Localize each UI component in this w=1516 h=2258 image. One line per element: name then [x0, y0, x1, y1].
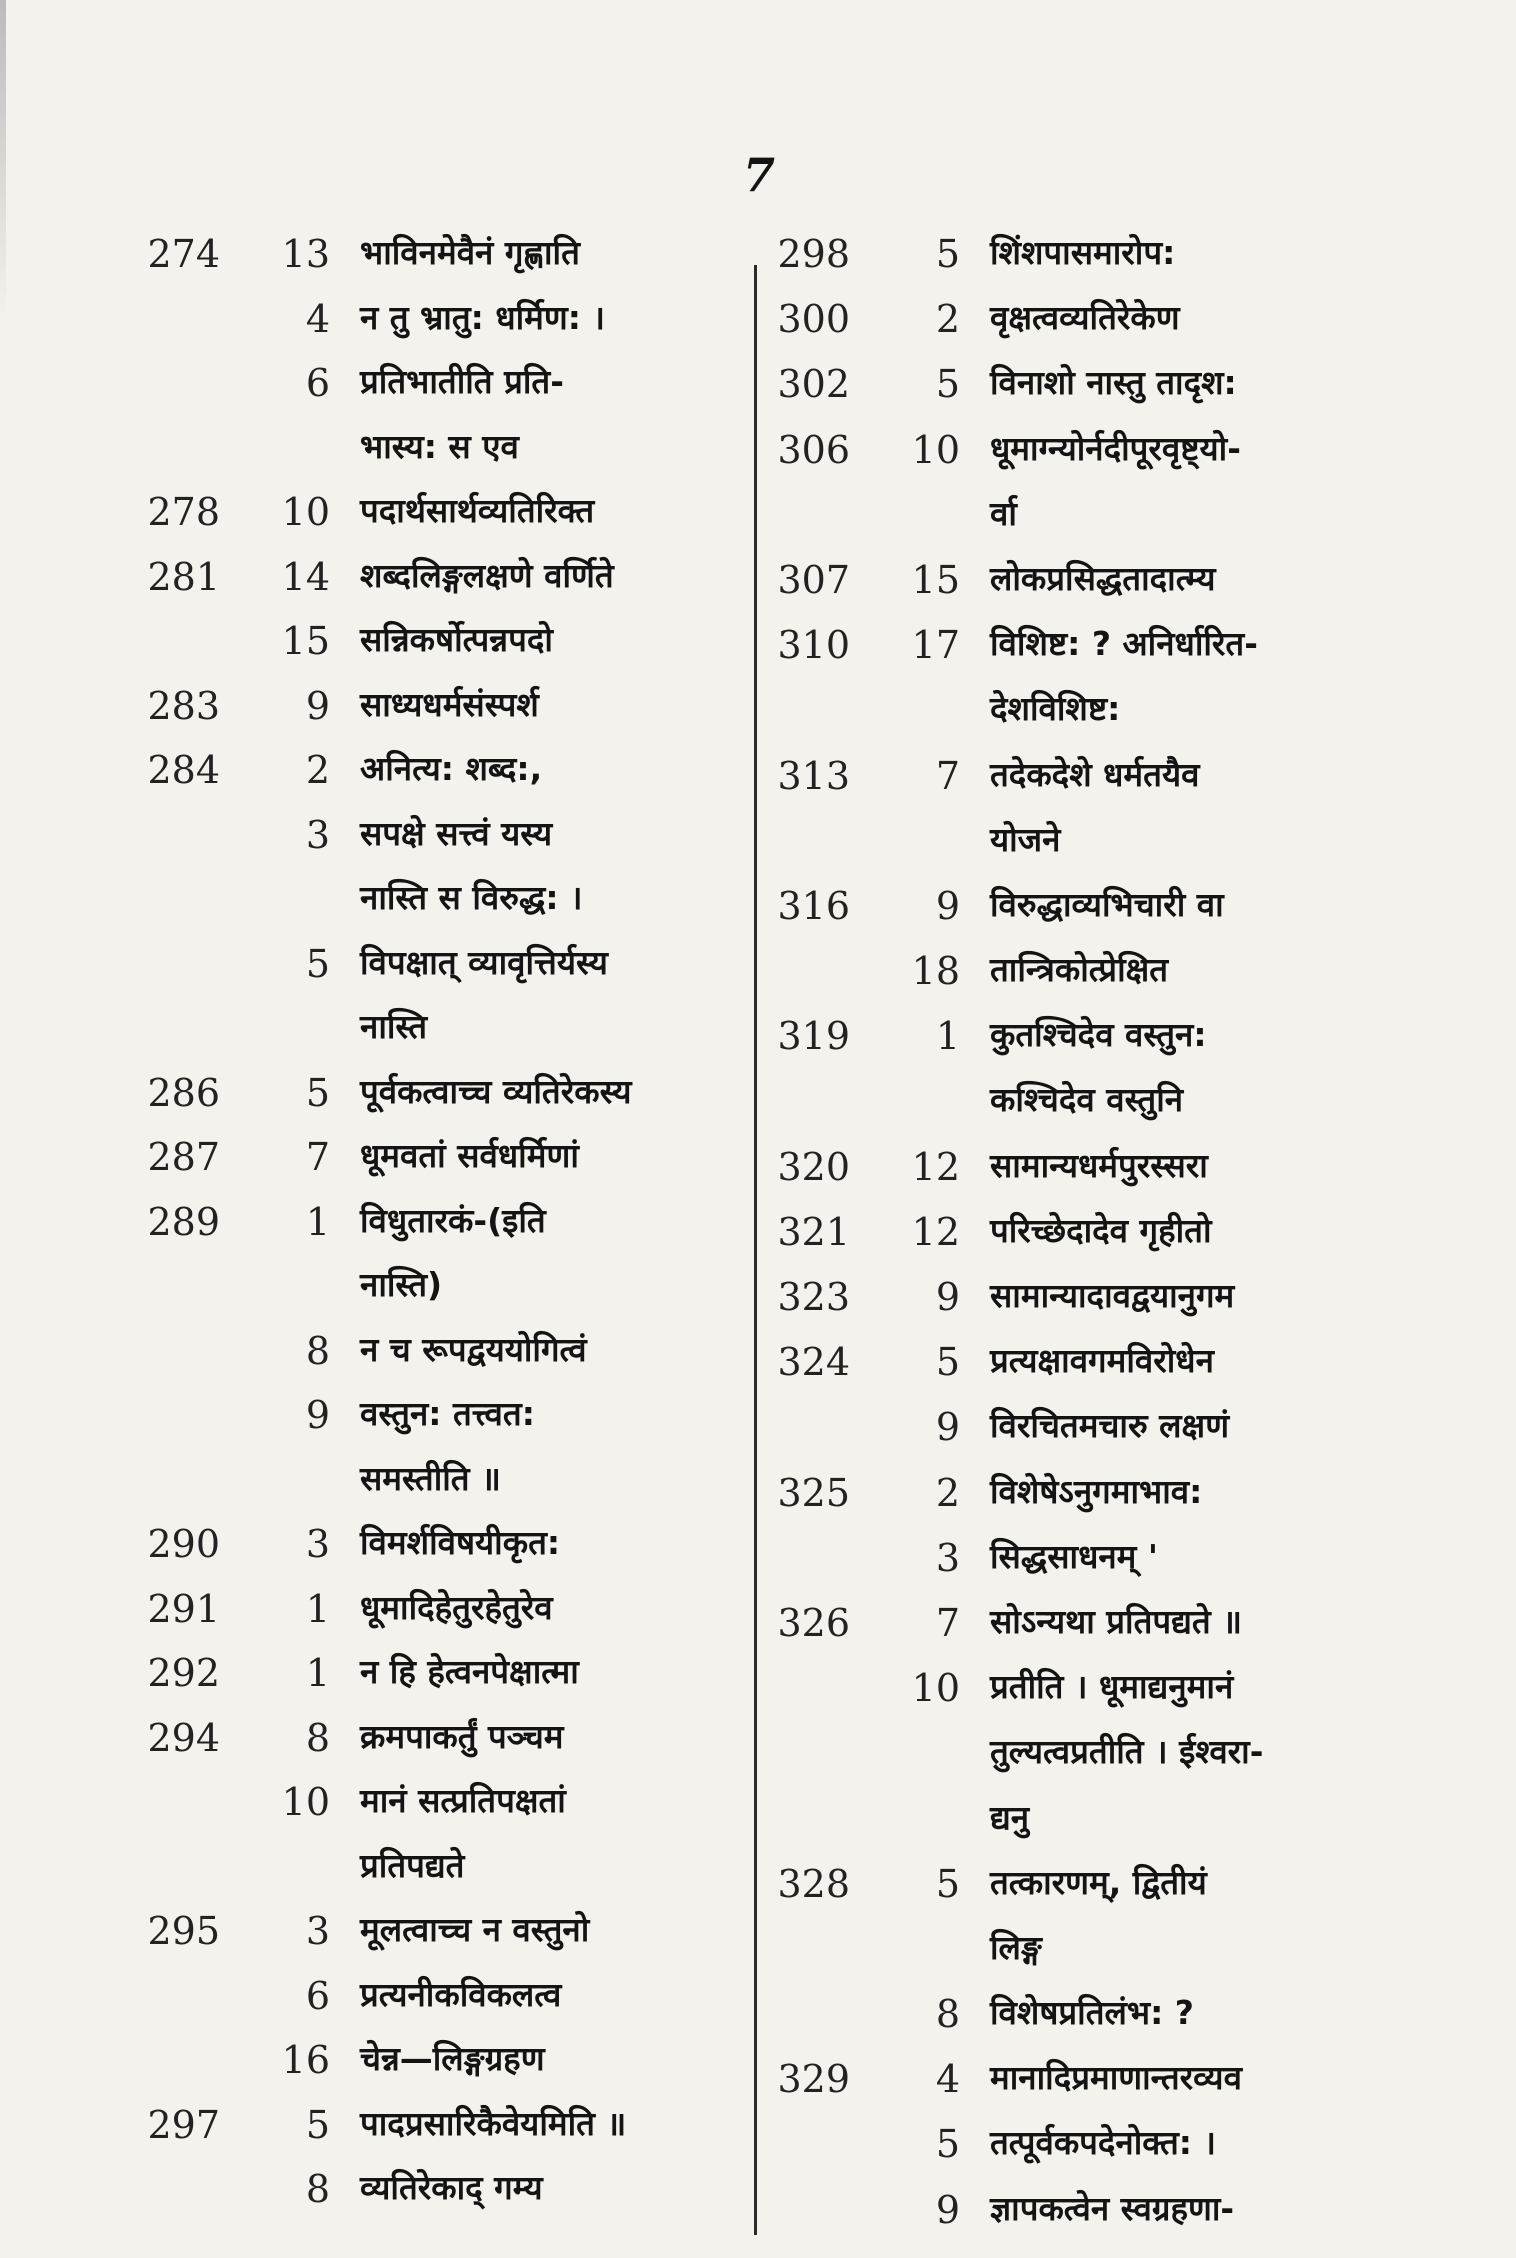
correction-text: लिङ्ग — [990, 1927, 1042, 1967]
errata-entry — [110, 490, 750, 555]
line-ref: 7 — [305, 1135, 330, 1179]
errata-entry — [740, 1145, 1440, 1210]
errata-entry — [110, 1522, 750, 1587]
errata-entry — [740, 1536, 1440, 1601]
line-ref: 5 — [305, 2102, 330, 2147]
page-ref: 300 — [777, 297, 850, 342]
line-ref: 10 — [911, 427, 960, 472]
errata-entry — [110, 619, 750, 684]
errata-entry — [740, 1471, 1440, 1536]
correction-text: वृक्षत्वव्यतिरेकेण — [990, 298, 1180, 338]
errata-entry — [110, 2103, 750, 2168]
line-ref: 2 — [305, 748, 330, 792]
errata-entry — [740, 623, 1440, 688]
line-ref: 5 — [305, 1070, 330, 1115]
errata-entry — [740, 754, 1440, 819]
errata-entry — [110, 555, 750, 620]
errata-entry — [740, 1340, 1440, 1405]
page-ref: 320 — [777, 1144, 850, 1189]
page-ref: 286 — [147, 1070, 220, 1115]
line-ref: 8 — [305, 2167, 330, 2211]
page-ref: 289 — [147, 1199, 220, 1244]
line-ref: 4 — [935, 2057, 960, 2102]
correction-text: नास्ति — [360, 1007, 428, 1046]
correction-text: विशेषेऽनुगमाभाव: — [990, 1471, 1203, 1511]
errata-entry — [740, 884, 1440, 949]
errata-entry — [110, 1458, 750, 1523]
line-ref: 5 — [935, 1861, 960, 1906]
page-ref: 297 — [147, 2102, 220, 2147]
page-ref: 294 — [147, 1715, 220, 1760]
page-ref: 310 — [777, 623, 850, 668]
left-column — [110, 232, 750, 2232]
page-ref: 316 — [777, 883, 850, 928]
errata-entry — [740, 362, 1440, 427]
correction-text: चेन्न—लिङ्गग्रहण — [360, 2039, 545, 2078]
correction-text: अनित्य: शब्द:, — [360, 749, 543, 788]
line-ref: 9 — [935, 1405, 960, 1450]
correction-text: नास्ति स विरुद्ध: । — [360, 878, 583, 917]
page-ref: 325 — [777, 1470, 850, 1515]
page-ref: 281 — [147, 554, 220, 599]
correction-text: तुल्यत्वप्रतीति । ईश्वरा- — [990, 1732, 1264, 1772]
correction-text: धूमवतां सर्वधर्मिणां — [360, 1136, 579, 1175]
page-ref: 326 — [777, 1600, 850, 1645]
correction-text: साध्यधर्मसंस्पर्श — [360, 684, 539, 724]
page-ref: 306 — [777, 427, 850, 472]
errata-entry — [740, 1862, 1440, 1927]
correction-text: विरचितमचारु लक्षणं — [990, 1406, 1230, 1446]
line-ref: 7 — [935, 1600, 960, 1645]
correction-text: तान्त्रिकोत्प्रेक्षित — [990, 950, 1169, 990]
line-ref: 1 — [305, 1651, 330, 1695]
correction-text: विधुतारकं-(इति — [360, 1200, 546, 1240]
page-ref: 287 — [147, 1135, 220, 1179]
line-ref: 15 — [281, 619, 330, 663]
errata-entry — [740, 819, 1440, 884]
errata-entry — [110, 1200, 750, 1265]
correction-text: पदार्थसार्थव्यतिरिक्त — [360, 491, 595, 530]
correction-text: मूलत्वाच्च न वस्तुनो — [360, 1910, 590, 1949]
line-ref: 5 — [305, 941, 330, 986]
line-ref: 1 — [935, 1014, 960, 1059]
correction-text: सन्निकर्षोत्पन्नपदो — [360, 620, 553, 659]
line-ref: 12 — [911, 1144, 960, 1189]
line-ref: 8 — [305, 1328, 330, 1373]
correction-text: प्रत्यनीकविकलत्व — [360, 1974, 562, 2014]
line-ref: 5 — [935, 1340, 960, 1385]
page-ref: 323 — [777, 1275, 850, 1319]
errata-entry — [740, 558, 1440, 623]
correction-text: प्रतीति । धूमाद्यनुमानं — [990, 1667, 1234, 1707]
page-ref: 295 — [147, 1909, 220, 1953]
scan-edge — [0, 0, 6, 320]
correction-text: सामान्यधर्मपुरस्सरा — [990, 1145, 1208, 1185]
errata-entry — [110, 1780, 750, 1845]
line-ref: 16 — [281, 2038, 330, 2082]
line-ref: 18 — [911, 949, 960, 994]
page-ref: 328 — [777, 1861, 850, 1906]
line-ref: 10 — [281, 1780, 330, 1824]
correction-text: धूमादिहेतुरहेतुरेव — [360, 1587, 553, 1627]
line-ref: 1 — [305, 1199, 330, 1244]
correction-text: पादप्रसारिकैवेयमिति ॥ — [360, 2103, 627, 2143]
correction-text: तत्कारणम्, द्वितीयं — [990, 1862, 1207, 1902]
errata-entry — [110, 1909, 750, 1974]
errata-entry — [740, 1731, 1440, 1796]
page-ref: 324 — [777, 1340, 850, 1385]
page-ref: 290 — [147, 1522, 220, 1566]
errata-entry — [110, 1006, 750, 1071]
correction-text: सिद्धसाधनम् ' — [990, 1536, 1159, 1576]
errata-entry — [110, 1329, 750, 1394]
errata-entry — [110, 748, 750, 813]
line-ref: 3 — [935, 1535, 960, 1580]
page-ref: 283 — [147, 683, 220, 728]
page-ref: 302 — [777, 362, 850, 407]
errata-entry — [110, 1845, 750, 1910]
correction-text: सोऽन्यथा प्रतिपद्यते ॥ — [990, 1601, 1242, 1641]
correction-text: परिच्छेदादेव गृहीतो — [990, 1210, 1212, 1250]
errata-entry — [740, 1927, 1440, 1992]
page-ref: 278 — [147, 490, 220, 534]
page-number: 7 — [743, 148, 776, 202]
correction-text: समस्तीति ॥ — [360, 1458, 501, 1498]
errata-entry — [740, 1275, 1440, 1340]
errata-entry — [110, 232, 750, 297]
page-ref: 313 — [777, 753, 850, 798]
errata-entry — [740, 493, 1440, 558]
page-ref: 307 — [777, 557, 850, 602]
errata-entry — [740, 1601, 1440, 1666]
line-ref: 2 — [935, 297, 960, 342]
correction-text: योजने — [990, 819, 1061, 859]
errata-entry — [740, 1079, 1440, 1144]
errata-entry — [110, 1135, 750, 1200]
line-ref: 5 — [935, 362, 960, 407]
page-ref: 274 — [147, 232, 220, 276]
correction-text: न हि हेत्वनपेक्षात्मा — [360, 1652, 579, 1691]
correction-text: मानं सत्प्रतिपक्षतां — [360, 1781, 566, 1820]
correction-text: द्यनु — [990, 1797, 1030, 1837]
errata-entry — [740, 1992, 1440, 2057]
line-ref: 10 — [911, 1666, 960, 1711]
errata-entry — [110, 2167, 750, 2232]
line-ref: 9 — [935, 883, 960, 928]
errata-entry — [740, 2122, 1440, 2187]
correction-text: विमर्शविषयीकृत: — [360, 1523, 561, 1562]
errata-entry — [110, 1071, 750, 1136]
line-ref: 4 — [305, 296, 330, 341]
errata-entry — [110, 684, 750, 749]
line-ref: 6 — [305, 1973, 330, 2018]
line-ref: 3 — [305, 812, 330, 857]
line-ref: 2 — [935, 1470, 960, 1515]
correction-text: न तु भ्रातु: धर्मिण: । — [360, 297, 605, 337]
line-ref: 10 — [281, 490, 330, 534]
errata-entry — [740, 1405, 1440, 1470]
page-ref: 329 — [777, 2057, 850, 2102]
errata-entry — [740, 297, 1440, 362]
correction-text: कश्चिदेव वस्तुनि — [990, 1080, 1184, 1120]
correction-text: विशेषप्रतिलंभ: ? — [990, 1993, 1194, 2033]
line-ref: 1 — [305, 1586, 330, 1631]
errata-entry — [740, 949, 1440, 1014]
correction-text: विनाशो नास्तु तादृश: — [990, 363, 1237, 403]
correction-text: सामान्यादावद्वयानुगम — [990, 1276, 1235, 1315]
line-ref: 6 — [305, 361, 330, 405]
errata-entry — [740, 2188, 1440, 2253]
errata-entry — [110, 1716, 750, 1781]
errata-entry — [740, 1014, 1440, 1079]
page-ref: 284 — [147, 748, 220, 792]
correction-text: तदेकदेशे धर्मतयैव — [990, 754, 1200, 794]
correction-text: शिंशपासमारोप: — [990, 233, 1176, 272]
line-ref: 9 — [305, 683, 330, 728]
errata-entry — [110, 361, 750, 426]
correction-text: क्रमपाकर्तुं पञ्चम — [360, 1716, 564, 1756]
correction-text: तत्पूर्वकपदेनोक्त: । — [990, 2123, 1216, 2163]
line-ref: 5 — [935, 2122, 960, 2167]
line-ref: 15 — [911, 557, 960, 602]
correction-text: विरुद्धाव्यभिचारी वा — [990, 884, 1224, 924]
errata-entry — [740, 1210, 1440, 1275]
errata-entry — [110, 877, 750, 942]
page-ref: 321 — [777, 1209, 850, 1254]
line-ref: 9 — [935, 1275, 960, 1319]
page-ref: 298 — [777, 232, 850, 276]
correction-text: देशविशिष्ट: — [990, 689, 1121, 729]
errata-entry — [740, 1666, 1440, 1731]
errata-entry — [110, 2038, 750, 2103]
errata-entry — [740, 688, 1440, 753]
line-ref: 9 — [935, 2187, 960, 2232]
errata-entry — [740, 428, 1440, 493]
line-ref: 3 — [305, 1909, 330, 1953]
correction-text: शब्दलिङ्गलक्षणे वर्णिते — [360, 555, 614, 595]
errata-entry — [110, 1974, 750, 2039]
correction-text: र्वा — [990, 493, 1017, 533]
page-ref: 319 — [777, 1014, 850, 1059]
correction-text: विपक्षात् व्यावृत्तिर्यस्य — [360, 942, 608, 982]
line-ref: 14 — [281, 554, 330, 599]
correction-text: मानादिप्रमाणान्तरव्यव — [990, 2058, 1242, 2098]
correction-text: ज्ञापकत्वेन स्वग्रहणा- — [990, 2188, 1235, 2228]
correction-text: प्रत्यक्षावगमविरोधेन — [990, 1341, 1214, 1381]
line-ref: 5 — [935, 232, 960, 276]
line-ref: 17 — [911, 623, 960, 668]
errata-entry — [110, 942, 750, 1007]
correction-text: पूर्वकत्वाच्च व्यतिरेकस्य — [360, 1071, 632, 1111]
line-ref: 8 — [305, 1715, 330, 1760]
correction-text: सपक्षे सत्त्वं यस्य — [360, 813, 553, 853]
errata-entry — [740, 1797, 1440, 1862]
line-ref: 12 — [911, 1209, 960, 1254]
right-column — [740, 232, 1440, 2253]
correction-text: नास्ति) — [360, 1265, 443, 1304]
correction-text: भाविनमेवैनं गृह्णाति — [360, 233, 580, 272]
line-ref: 13 — [281, 232, 330, 276]
correction-text: भास्य: स एव — [360, 426, 519, 466]
errata-entry — [110, 297, 750, 362]
line-ref: 7 — [935, 753, 960, 798]
errata-entry — [110, 1651, 750, 1716]
line-ref: 9 — [305, 1393, 330, 1437]
errata-entry — [740, 232, 1440, 297]
correction-text: न च रूपद्वययोगित्वं — [360, 1329, 587, 1369]
line-ref: 3 — [305, 1522, 330, 1566]
errata-entry — [110, 1393, 750, 1458]
correction-text: विशिष्ट: ? अनिर्धारित- — [990, 624, 1258, 664]
correction-text: लोकप्रसिद्धतादात्म्य — [990, 558, 1216, 598]
page-ref: 292 — [147, 1651, 220, 1695]
errata-entry — [110, 426, 750, 491]
line-ref: 8 — [935, 1992, 960, 2037]
correction-text: वस्तुन: तत्त्वत: — [360, 1394, 535, 1433]
page-ref: 291 — [147, 1586, 220, 1631]
correction-text: प्रतिभातीति प्रति- — [360, 362, 564, 401]
errata-entry — [110, 1264, 750, 1329]
errata-entry — [110, 813, 750, 878]
correction-text: धूमाग्न्योर्नदीपूरवृष्ट्यो- — [990, 428, 1241, 468]
correction-text: व्यतिरेकाद् गम्य — [360, 2168, 543, 2207]
errata-entry — [740, 2057, 1440, 2122]
errata-entry — [110, 1587, 750, 1652]
correction-text: प्रतिपद्यते — [360, 1845, 465, 1885]
correction-text: कुतश्चिदेव वस्तुन: — [990, 1015, 1207, 1055]
